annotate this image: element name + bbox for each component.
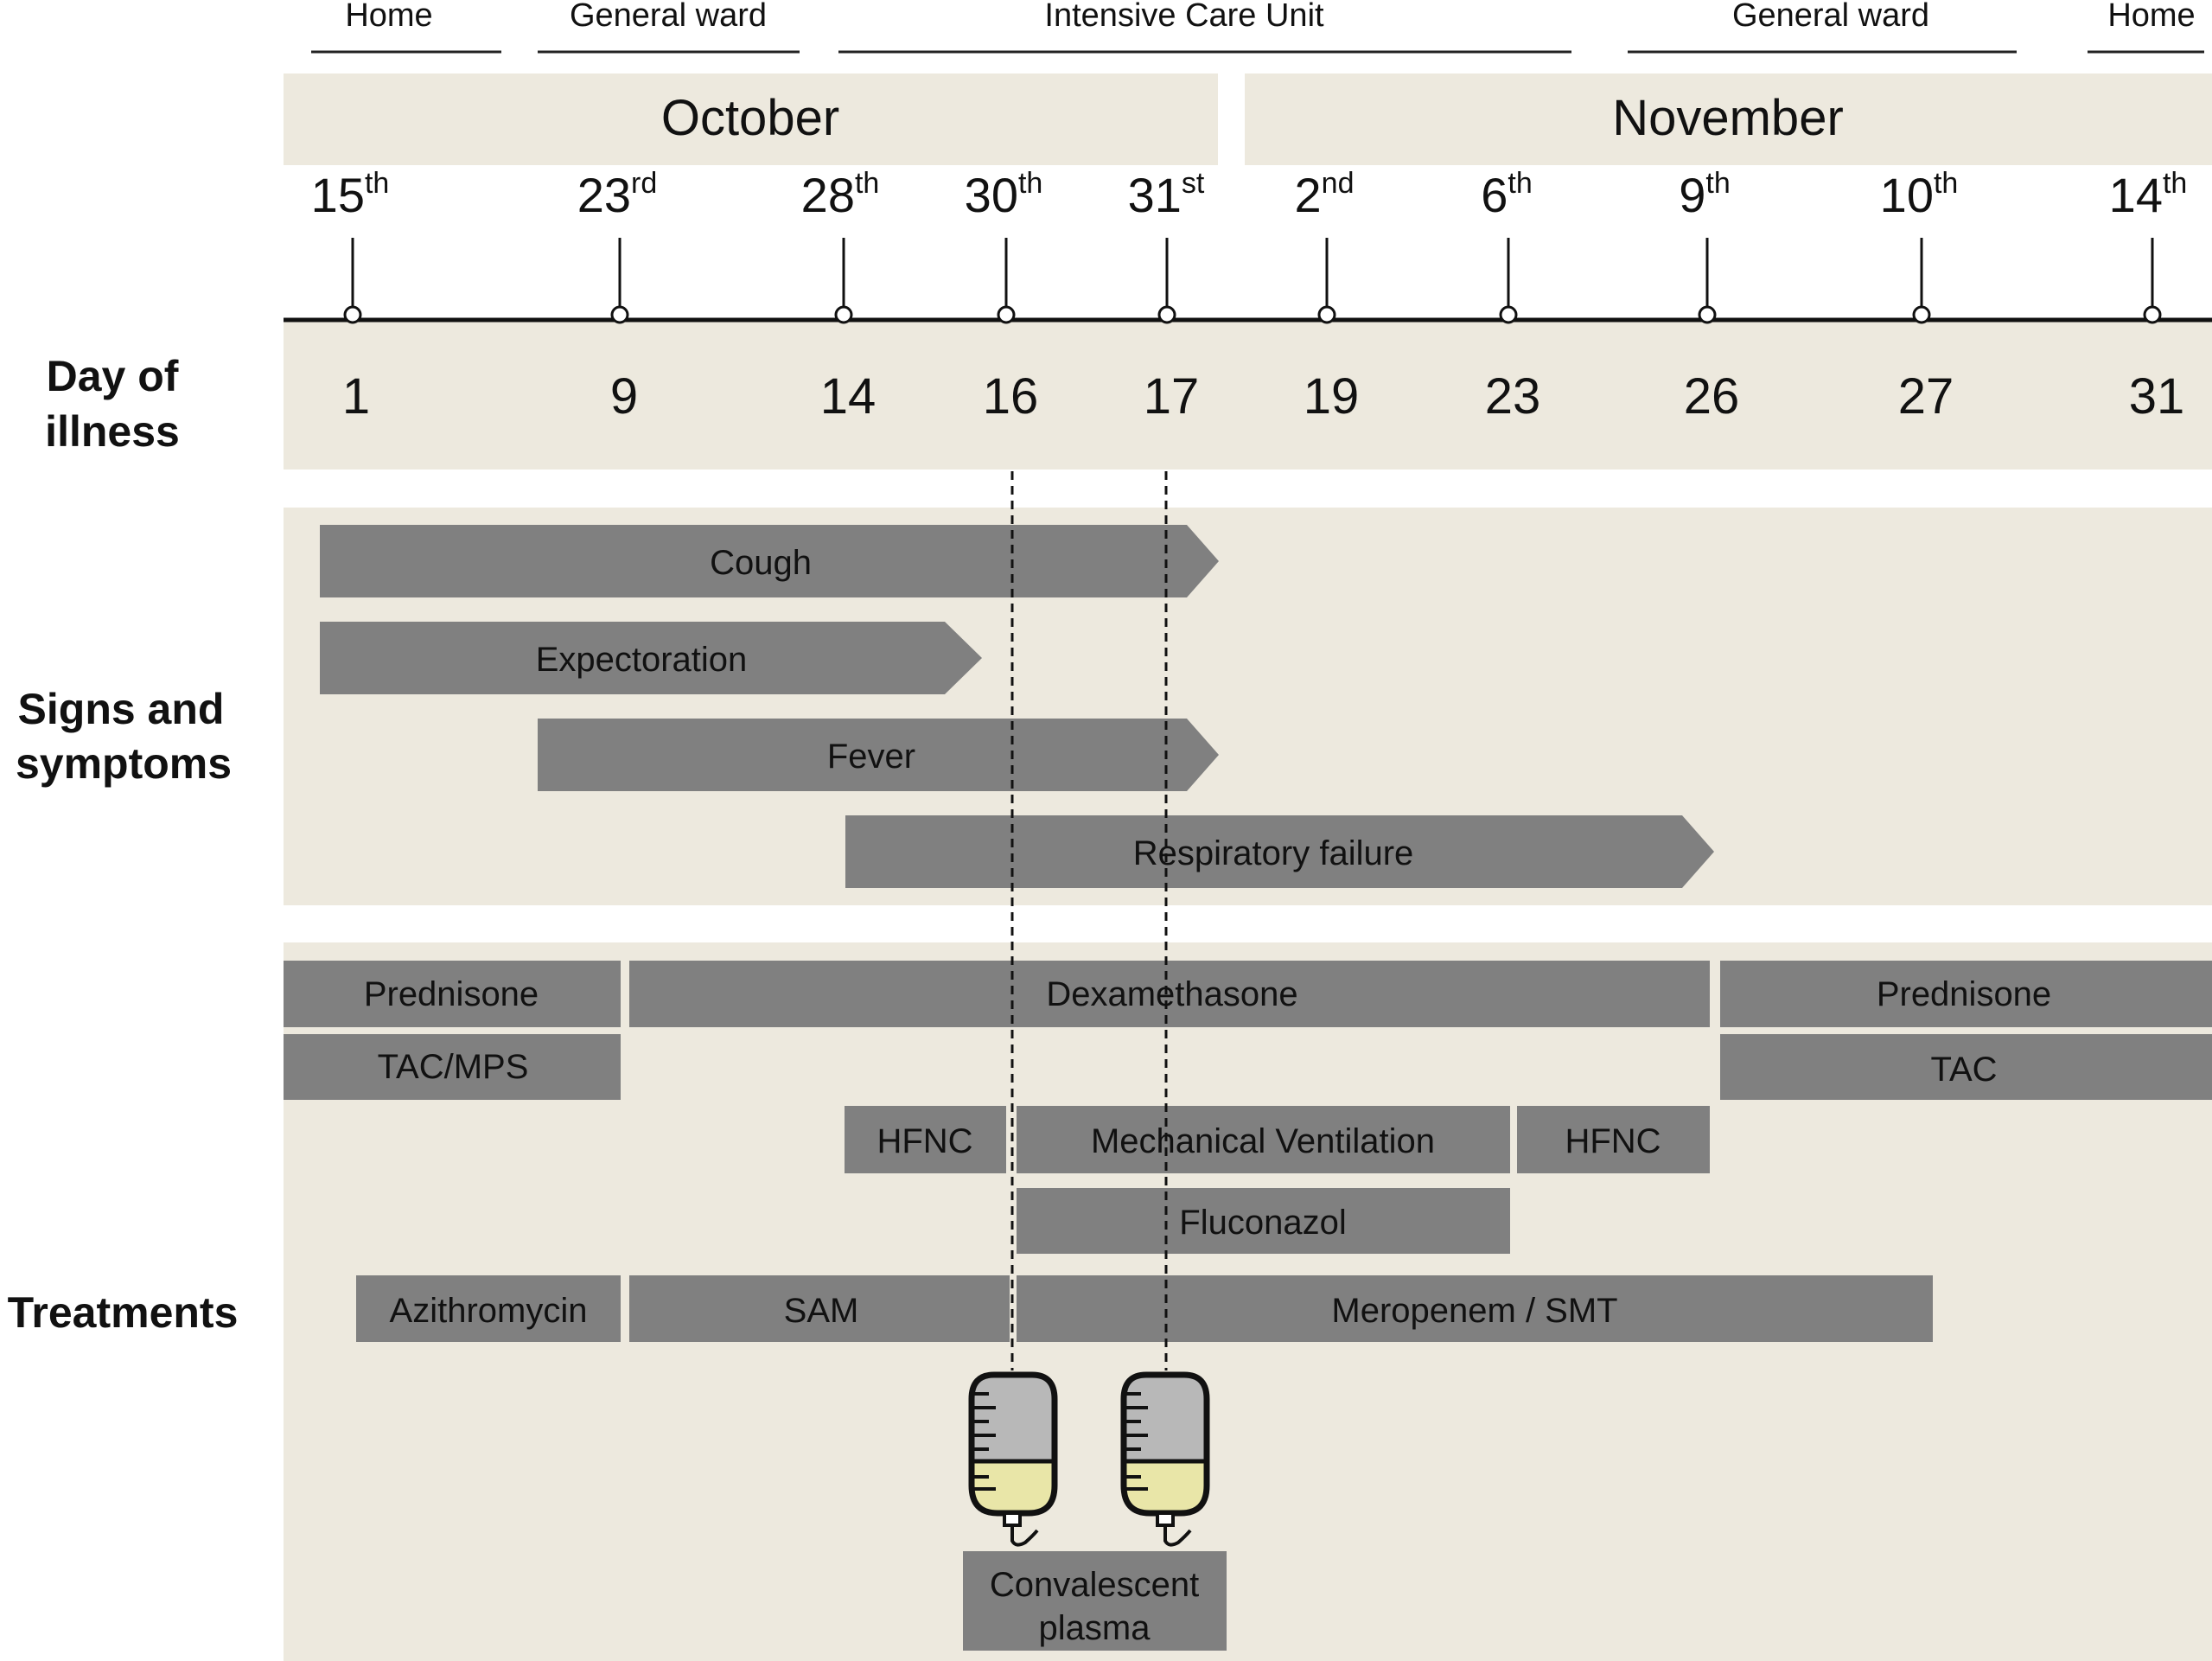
date-tick	[1679, 167, 1739, 425]
date-marker	[836, 307, 851, 323]
treatment-label: HFNC	[1565, 1122, 1661, 1160]
date-marker	[1914, 307, 1929, 323]
date-label: 9th	[1679, 167, 1731, 222]
treatment-label: Prednisone	[1876, 975, 2052, 1013]
plasma-label-line1: Convalescent	[989, 1566, 1200, 1604]
symptom-label: Expectoration	[535, 641, 748, 679]
treatment-label: HFNC	[877, 1122, 973, 1160]
treatment-label: Fluconazol	[1179, 1204, 1347, 1242]
treatment-label: TAC/MPS	[377, 1048, 529, 1086]
date-marker	[998, 307, 1014, 323]
date-label: 23rd	[577, 167, 658, 222]
treatment-label: TAC	[1930, 1051, 1998, 1089]
date-label: 15th	[310, 167, 390, 222]
date-marker	[345, 307, 360, 323]
date-tick	[1295, 167, 1360, 425]
day-number: 23	[1484, 368, 1541, 425]
treatment-label: Meropenem / SMT	[1331, 1292, 1618, 1330]
date-label: 14th	[2108, 167, 2188, 222]
day-number: 17	[1143, 368, 1200, 425]
month-label: October	[660, 90, 840, 146]
date-marker	[1699, 307, 1715, 323]
date-label: 31st	[1127, 167, 1205, 222]
date-label: 28th	[800, 167, 880, 222]
month-label: November	[1612, 90, 1844, 146]
day-number: 31	[2128, 368, 2185, 425]
day-number: 27	[1897, 368, 1954, 425]
day-number: 1	[341, 368, 371, 425]
treatment-label: Azithromycin	[389, 1292, 588, 1330]
location-label: Home	[345, 0, 433, 34]
treatment-label: Dexamethasone	[1046, 975, 1298, 1013]
row-label-day-line1: Day of	[46, 352, 179, 400]
location-row	[311, 0, 2204, 52]
symptom-label: Cough	[710, 544, 812, 582]
date-label: 2nd	[1294, 167, 1355, 222]
day-number: 26	[1683, 368, 1740, 425]
date-marker	[1159, 307, 1175, 323]
location-label: Home	[2107, 0, 2196, 34]
symptom-label: Respiratory failure	[1132, 834, 1414, 872]
plasma-label-line2: plasma	[1038, 1609, 1151, 1647]
day-number: 16	[982, 368, 1039, 425]
row-label-signs-line1: Signs and	[17, 685, 225, 733]
symptom-label: Fever	[826, 738, 916, 776]
location-label: Intensive Care Unit	[1044, 0, 1324, 34]
row-label-treatments: Treatments	[7, 1288, 239, 1337]
location-label: General ward	[1731, 0, 1930, 34]
treatment-label: Prednisone	[363, 975, 539, 1013]
location-label: General ward	[569, 0, 768, 34]
row-label-signs-line2: symptoms	[15, 739, 233, 788]
date-marker	[2145, 307, 2160, 323]
date-label: 30th	[964, 167, 1043, 222]
date-label: 10th	[1879, 167, 1959, 222]
date-marker	[1501, 307, 1516, 323]
date-marker	[612, 307, 628, 323]
row-label-day-line2: illness	[45, 407, 180, 456]
date-marker	[1319, 307, 1335, 323]
day-number: 14	[819, 368, 877, 425]
day-number: 19	[1303, 368, 1360, 425]
day-number: 9	[609, 368, 639, 425]
treatment-label: Mechanical Ventilation	[1090, 1122, 1436, 1160]
date-label: 6th	[1481, 167, 1533, 222]
treatment-label: SAM	[783, 1292, 859, 1330]
date-tick	[1481, 167, 1540, 425]
